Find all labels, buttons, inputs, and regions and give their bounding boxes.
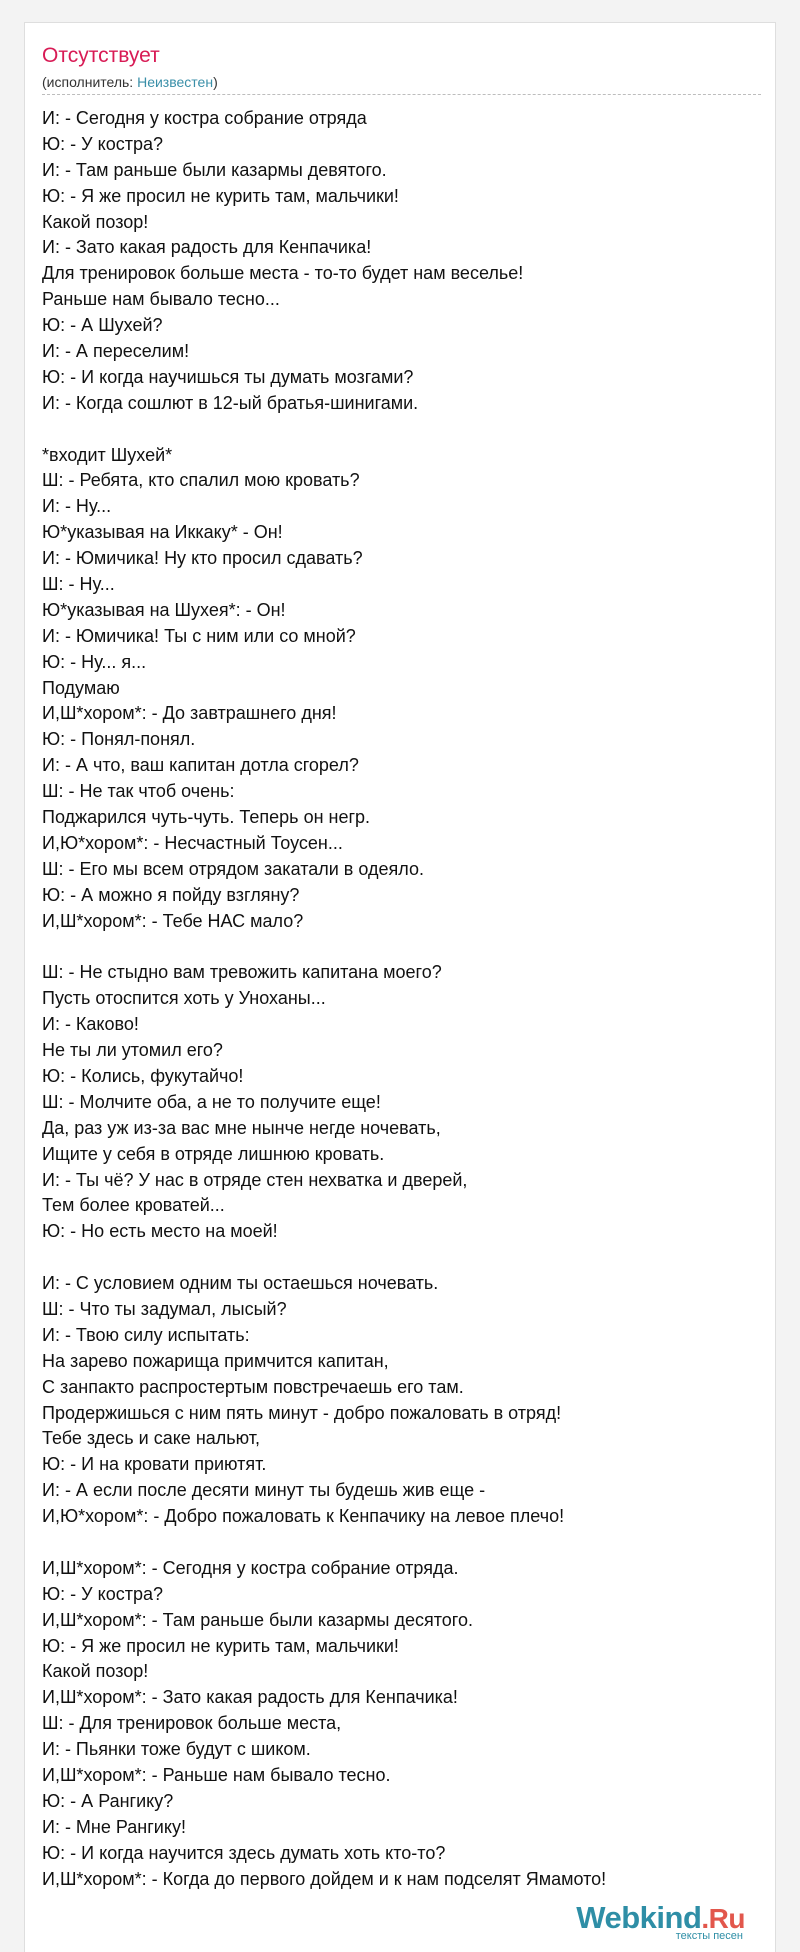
lyric-line: И: - Пьянки тоже будут с шиком.: [42, 1739, 311, 1760]
lyric-line: И: - Мне Рангику!: [42, 1816, 186, 1837]
lyric-line: Какой позор!: [42, 211, 149, 232]
lyric-line: Ищите у себя в отряде лишнюю кровать.: [42, 1143, 385, 1164]
lyric-line: Ю: - У костра?: [42, 133, 163, 154]
lyric-line: Тем более кроватей...: [42, 1195, 225, 1216]
lyric-line: Ю: - И на кровати приютят.: [42, 1454, 267, 1475]
lyric-line: И: - А если после десяти минут ты будешь жив еще -: [42, 1480, 486, 1501]
lyric-line: И: - С условием одним ты остаешься ночевать.: [42, 1273, 439, 1294]
lyric-line: И: - Твою силу испытать:: [42, 1324, 250, 1345]
lyric-line: Да, раз уж из-за вас мне нынче негде ночевать,: [42, 1117, 441, 1138]
song-card: [24, 22, 776, 1952]
lyric-line: Ш: - Что ты задумал, лысый?: [42, 1298, 287, 1319]
lyric-line: Ю*указывая на Шухея*: - Он!: [42, 599, 286, 620]
lyric-line: И: - Каково!: [42, 1014, 139, 1035]
lyric-line: Тебе здесь и саке нальют,: [42, 1428, 261, 1449]
lyric-line: И: - Ты чё? У нас в отряде стен нехватка и дверей,: [42, 1169, 468, 1190]
lyric-line: Ю: - Я же просил не курить там, мальчики!: [42, 1635, 399, 1656]
lyric-line: Ю: - Ну... я...: [42, 651, 147, 672]
lyric-line: Не ты ли утомил его?: [42, 1040, 223, 1061]
lyric-line: И,Ш*хором*: - Там раньше были казармы десятого.: [42, 1609, 473, 1630]
lyric-line: И: - Ну...: [42, 496, 112, 517]
lyric-line: Ю: - Понял-понял.: [42, 729, 196, 750]
lyric-line: *входит Шухей*: [42, 444, 173, 465]
lyric-line: Ю: - Но есть место на моей!: [42, 1221, 278, 1242]
lyric-line: И,Ш*хором*: - Когда до первого дойдем и к нам подселят Ямамото!: [42, 1868, 607, 1889]
lyric-line: И,Ш*хором*: - Тебе НАС мало?: [42, 910, 304, 931]
lyric-line: Ю: - У костра?: [42, 1583, 163, 1604]
lyric-line: Ш: - Не стыдно вам тревожить капитана моего?: [42, 962, 442, 983]
lyric-line: Ю: - Колись, фукутайчо!: [42, 1065, 244, 1086]
lyric-line: Ю*указывая на Иккаку* - Он!: [42, 522, 283, 543]
lyric-line: И: - А переселим!: [42, 341, 190, 362]
lyric-line: Ш: - Ребята, кто спалил мою кровать?: [42, 470, 360, 491]
lyric-line: Для тренировок больше места - то-то будет нам веселье!: [42, 263, 524, 284]
divider: [42, 94, 761, 95]
lyric-line: Ш: - Его мы всем отрядом закатали в одеяло.: [42, 858, 424, 879]
artist-line: [42, 74, 218, 91]
lyric-line: И,Ш*хором*: - Сегодня у костра собрание отряда.: [42, 1557, 459, 1578]
lyric-line: Ю: - А можно я пойду взгляну?: [42, 884, 300, 905]
logo-brand: Webkind: [576, 1900, 702, 1935]
lyrics-stanza: [42, 1271, 762, 1530]
lyric-line: И,Ш*хором*: - До завтрашнего дня!: [42, 703, 337, 724]
lyric-line: И: - Когда сошлют в 12-ый братья-шинигами.: [42, 392, 419, 413]
lyric-line: Ю: - И когда научится здесь думать хоть кто-то?: [42, 1842, 446, 1863]
lyrics-stanza: [42, 960, 762, 1245]
site-logo[interactable]: [576, 1902, 745, 1942]
song-title: Отсутствует: [42, 44, 160, 67]
lyric-line: Раньше нам бывало тесно...: [42, 289, 280, 310]
logo-tld: .Ru: [701, 1903, 745, 1934]
lyric-line: Ш: - Не так чтоб очень:: [42, 781, 235, 802]
lyric-line: И,Ш*хором*: - Зато какая радость для Кенпачика!: [42, 1687, 458, 1708]
lyric-line: И: - Зато какая радость для Кенпачика!: [42, 237, 372, 258]
lyrics-body: [42, 106, 762, 1892]
lyric-line: Пусть отоспится хоть у Уноханы...: [42, 988, 326, 1009]
lyric-line: С занпакто распростертым повстречаешь его там.: [42, 1376, 464, 1397]
lyrics-stanza: [42, 1556, 762, 1893]
lyric-line: Ю: - И когда научишься ты думать мозгами?: [42, 366, 414, 387]
lyric-line: Поджарился чуть-чуть. Теперь он негр.: [42, 807, 371, 828]
lyrics-stanza: [42, 106, 762, 417]
lyric-line: Подумаю: [42, 677, 120, 698]
artist-prefix: (исполнитель:: [42, 74, 138, 90]
lyric-line: Какой позор!: [42, 1661, 149, 1682]
artist-link[interactable]: Неизвестен: [137, 74, 214, 90]
lyric-line: И,Ш*хором*: - Раньше нам бывало тесно.: [42, 1765, 391, 1785]
artist-suffix: ): [213, 74, 218, 90]
lyric-line: И: - Юмичика! Ты с ним или со мной?: [42, 625, 356, 646]
lyric-line: И: - Юмичика! Ну кто просил сдавать?: [42, 548, 363, 569]
lyric-line: И,Ю*хором*: - Добро пожаловать к Кенпачику на левое плечо!: [42, 1506, 565, 1527]
lyric-line: Ш: - Молчите оба, а не то получите еще!: [42, 1091, 381, 1112]
lyric-line: И: - А что, ваш капитан дотла сгорел?: [42, 755, 359, 776]
lyric-line: Продержишься с ним пять минут - добро пожаловать в отряд!: [42, 1402, 562, 1423]
logo-tagline: тексты песен: [675, 1930, 743, 1942]
lyric-line: И: - Сегодня у костра собрание отряда: [42, 108, 367, 128]
lyrics-stanza: [42, 443, 762, 935]
lyric-line: И,Ю*хором*: - Несчастный Тоусен...: [42, 832, 343, 853]
lyric-line: Ю: - А Шухей?: [42, 315, 163, 336]
lyric-line: Ю: - Я же просил не курить там, мальчики!: [42, 185, 399, 206]
lyric-line: Ш: - Ну...: [42, 574, 115, 595]
lyric-line: Ю: - А Рангику?: [42, 1790, 174, 1811]
lyric-line: И: - Там раньше были казармы девятого.: [42, 159, 387, 180]
lyric-line: Ш: - Для тренировок больше места,: [42, 1713, 342, 1734]
lyric-line: На зарево пожарища примчится капитан,: [42, 1350, 389, 1371]
